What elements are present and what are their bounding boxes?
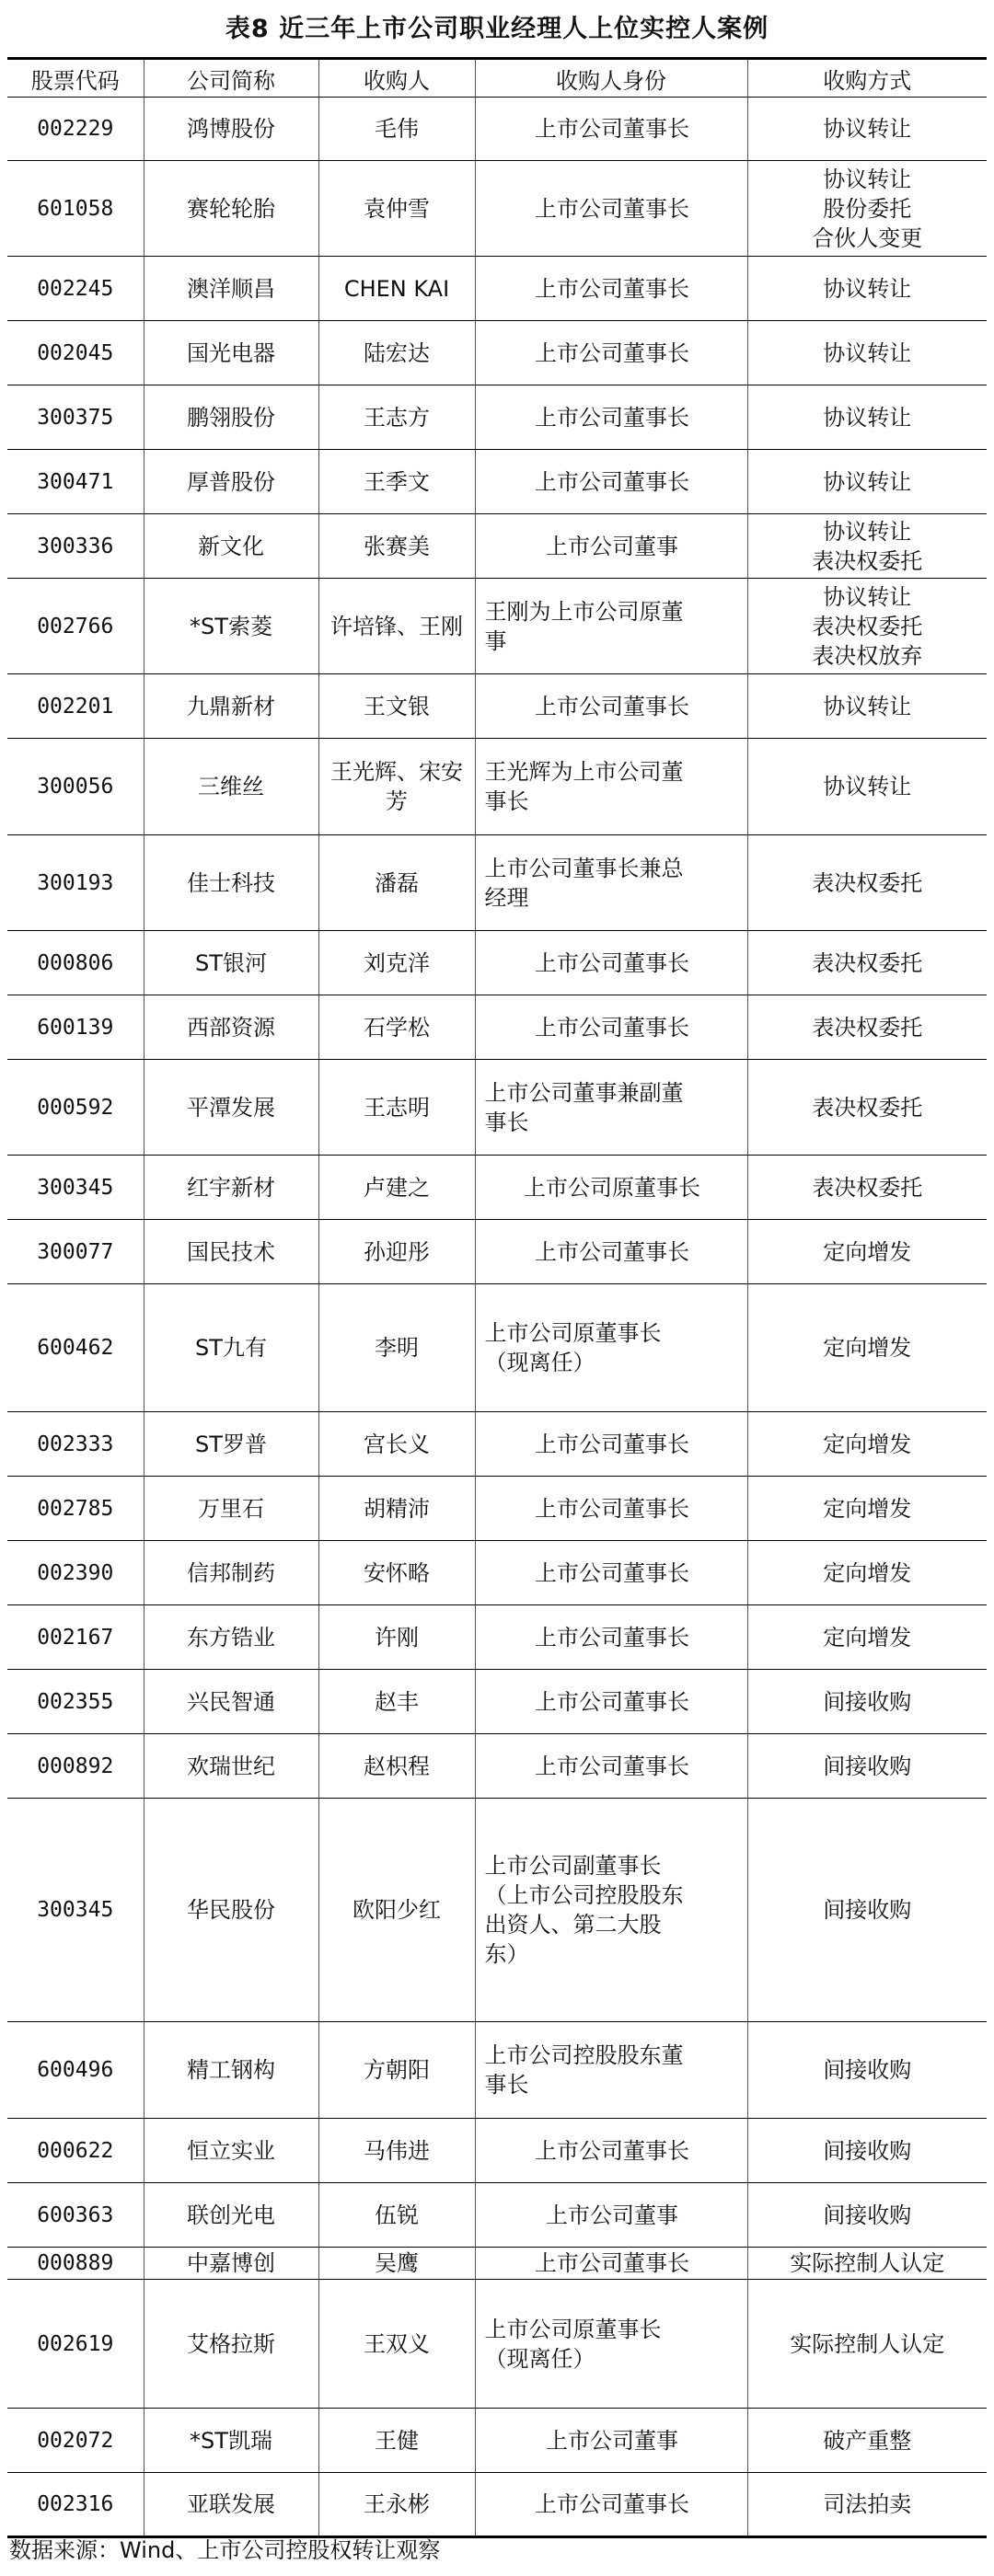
table-row: [7, 2119, 987, 2183]
cell-acquirer-identity-line: 上市公司副董事长: [484, 1853, 662, 1879]
cell-acquirer-identity-line: 上市公司董事兼副董: [484, 1079, 684, 1106]
cell-acquisition-method: [747, 161, 987, 257]
cell-acquisition-method-line: 表决权委托: [812, 869, 923, 896]
cell-acquirer-identity: [475, 1799, 747, 2022]
header-acquirer: 收购人: [318, 59, 475, 98]
table-row: [7, 450, 987, 514]
cell-acquisition-method-line: 协议转让: [823, 275, 912, 302]
cell-acquirer: 毛伟: [318, 98, 475, 161]
cell-acquirer-identity-line: 王光辉为上市公司董: [484, 759, 684, 785]
cell-stock-code: 002072: [7, 2409, 144, 2473]
cell-acquisition-method: [747, 2473, 987, 2537]
cell-acquirer-identity-line: 上市公司董事长: [535, 1495, 689, 1522]
cell-company-name: 华民股份: [144, 1799, 318, 2022]
cell-acquisition-method-line: 司法拍卖: [823, 2491, 912, 2517]
cell-acquirer-identity-line: 上市公司董事长: [535, 116, 689, 142]
table-header-row: [7, 59, 987, 98]
cell-company-name: *ST索菱: [144, 579, 318, 674]
cell-stock-code: 002045: [7, 321, 144, 385]
cell-acquirer: 赵丰: [318, 1670, 475, 1734]
cell-acquisition-method: [747, 1156, 987, 1220]
cell-stock-code: 002167: [7, 1605, 144, 1670]
table-row: [7, 931, 987, 995]
cell-acquirer-identity-line: 上市公司董事长: [535, 2491, 689, 2517]
cell-acquirer-identity: [475, 835, 747, 931]
cell-acquirer: 孙迎彤: [318, 1220, 475, 1284]
cell-acquirer-identity: [475, 385, 747, 450]
cell-acquirer-identity-line: 上市公司董事长: [535, 949, 689, 976]
cell-acquirer-identity: [475, 995, 747, 1060]
cell-acquirer-identity-line: 王刚为上市公司原董: [484, 598, 684, 625]
cell-company-name: 恒立实业: [144, 2119, 318, 2183]
cell-acquirer-identity: [475, 739, 747, 835]
cell-acquirer-identity-line: 上市公司董事长: [535, 2250, 689, 2276]
cell-acquisition-method-line: 间接收购: [823, 2137, 912, 2164]
cell-acquisition-method-line: 协议转让: [823, 468, 912, 495]
cell-company-name: 厚普股份: [144, 450, 318, 514]
cell-acquirer-identity-line: 上市公司董事: [546, 2427, 678, 2454]
table-row: [7, 1734, 987, 1799]
cell-acquirer: 许培锋、王刚: [318, 579, 475, 674]
cell-acquirer: 许刚: [318, 1605, 475, 1670]
cell-acquirer: 潘磊: [318, 835, 475, 931]
cell-acquirer: 宫长义: [318, 1412, 475, 1477]
cell-acquirer: 王永彬: [318, 2473, 475, 2537]
cell-acquisition-method: [747, 1060, 987, 1156]
cell-acquirer-identity: [475, 2248, 747, 2280]
cell-acquirer: 卢建之: [318, 1156, 475, 1220]
cell-stock-code: 002619: [7, 2280, 144, 2409]
cell-stock-code: 002766: [7, 579, 144, 674]
cell-company-name: 欢瑞世纪: [144, 1734, 318, 1799]
cell-acquisition-method-line: 定向增发: [823, 1495, 912, 1522]
cell-acquisition-method-line: 表决权放弃: [812, 642, 923, 669]
table-row: [7, 1156, 987, 1220]
cell-acquirer: 赵枳程: [318, 1734, 475, 1799]
cell-acquirer-identity: [475, 161, 747, 257]
cell-acquirer-identity: [475, 450, 747, 514]
cell-stock-code: 601058: [7, 161, 144, 257]
table-row: [7, 1220, 987, 1284]
cell-acquirer-identity-line: 上市公司董事长: [535, 275, 689, 302]
cell-acquirer-identity: [475, 98, 747, 161]
cell-acquirer-line: 芳: [386, 788, 408, 814]
cell-acquirer: 吴鹰: [318, 2248, 475, 2280]
table-row: [7, 579, 987, 674]
cell-acquirer-identity-line: 上市公司原董事长: [524, 1174, 700, 1201]
table-row: [7, 514, 987, 579]
cell-company-name: ST九有: [144, 1284, 318, 1412]
cell-acquisition-method: [747, 1734, 987, 1799]
cell-acquirer: 方朝阳: [318, 2022, 475, 2119]
table-row: [7, 835, 987, 931]
cell-stock-code: 600363: [7, 2183, 144, 2248]
table-row: [7, 2248, 987, 2280]
cell-acquirer-identity-line: 上市公司董事: [546, 2202, 678, 2228]
cell-acquirer-identity-line: 上市公司董事长: [535, 2137, 689, 2164]
cell-acquisition-method: [747, 450, 987, 514]
cell-acquirer-identity-line: （现离任）: [484, 2345, 595, 2372]
cell-acquisition-method-line: 协议转让: [823, 518, 912, 545]
cell-acquirer-identity: [475, 2473, 747, 2537]
table-row: [7, 1060, 987, 1156]
cell-acquirer-identity: [475, 514, 747, 579]
cell-acquirer-identity: [475, 1734, 747, 1799]
cell-acquirer-identity-line: 上市公司控股股东董: [484, 2042, 684, 2068]
cell-acquisition-method: [747, 1220, 987, 1284]
cell-company-name: 万里石: [144, 1477, 318, 1541]
cell-acquirer-identity: [475, 257, 747, 321]
cell-company-name: 赛轮轮胎: [144, 161, 318, 257]
header-company-name: 公司简称: [144, 59, 318, 98]
table-row: [7, 2183, 987, 2248]
cell-stock-code: 002229: [7, 98, 144, 161]
cell-acquirer: 王志方: [318, 385, 475, 450]
cell-company-name: 信邦制药: [144, 1541, 318, 1605]
data-source-note: 数据来源：Wind、上市公司控股权转让观察: [9, 2537, 441, 2563]
cell-acquisition-method-line: 表决权委托: [812, 613, 923, 639]
cell-acquisition-method-line: 定向增发: [823, 1431, 912, 1457]
cell-acquisition-method: [747, 579, 987, 674]
cell-acquirer-identity: [475, 2022, 747, 2119]
cell-acquirer-identity-line: 事: [484, 627, 507, 654]
cell-stock-code: 600139: [7, 995, 144, 1060]
table-row: [7, 1799, 987, 2022]
cell-acquirer-identity-line: 上市公司董事长: [535, 693, 689, 719]
cell-stock-code: 600462: [7, 1284, 144, 1412]
cell-acquisition-method-line: 协议转让: [823, 339, 912, 366]
cell-acquisition-method: [747, 2248, 987, 2280]
cell-stock-code: 002245: [7, 257, 144, 321]
cell-acquisition-method: [747, 931, 987, 995]
table-row: [7, 321, 987, 385]
cell-acquirer-identity-line: （上市公司控股股东: [484, 1882, 684, 1908]
cell-acquisition-method-line: 协议转让: [823, 404, 912, 431]
cell-acquirer-identity-line: 事长: [484, 2072, 529, 2098]
cell-acquirer: 石学松: [318, 995, 475, 1060]
cell-acquirer-identity-line: 上市公司董事长: [535, 1238, 689, 1265]
cell-acquirer-identity-line: 出资人、第二大股: [484, 1912, 662, 1938]
cell-company-name: 鹏翎股份: [144, 385, 318, 450]
cell-acquisition-method-line: 间接收购: [823, 2202, 912, 2228]
cell-acquisition-method-line: 协议转让: [823, 166, 912, 192]
cell-acquisition-method-line: 间接收购: [823, 1753, 912, 1779]
table-row: [7, 1412, 987, 1477]
cell-acquisition-method: [747, 1541, 987, 1605]
table-row: [7, 1284, 987, 1412]
cell-company-name: 东方锆业: [144, 1605, 318, 1670]
header-acquirer-identity: 收购人身份: [475, 59, 747, 98]
cell-acquisition-method-line: 定向增发: [823, 1335, 912, 1361]
cell-company-name: 平潭发展: [144, 1060, 318, 1156]
table-row: [7, 674, 987, 739]
cell-acquisition-method-line: 实际控制人认定: [790, 2250, 945, 2276]
cell-acquisition-method-line: 协议转让: [823, 583, 912, 610]
cell-acquisition-method: [747, 1412, 987, 1477]
cell-acquirer-identity: [475, 2280, 747, 2409]
cell-company-name: 国民技术: [144, 1220, 318, 1284]
table-row: [7, 2022, 987, 2119]
cell-stock-code: 002355: [7, 1670, 144, 1734]
cell-acquisition-method: [747, 1477, 987, 1541]
cell-acquisition-method: [747, 835, 987, 931]
cell-acquirer-identity: [475, 1284, 747, 1412]
cell-acquisition-method-line: 间接收购: [823, 1897, 912, 1923]
cell-acquirer-identity: [475, 1156, 747, 1220]
table-title: 表8 近三年上市公司职业经理人上位实控人案例: [225, 14, 769, 43]
header-stock-code: 股票代码: [7, 59, 144, 98]
cell-acquirer: 王健: [318, 2409, 475, 2473]
cell-acquirer-identity: [475, 1541, 747, 1605]
cell-stock-code: 000592: [7, 1060, 144, 1156]
table-row: [7, 1541, 987, 1605]
cell-acquisition-method: [747, 995, 987, 1060]
cell-acquirer: 马伟进: [318, 2119, 475, 2183]
cell-company-name: 中嘉博创: [144, 2248, 318, 2280]
cell-acquirer: 陆宏达: [318, 321, 475, 385]
cell-acquirer-identity: [475, 2183, 747, 2248]
cell-company-name: 九鼎新材: [144, 674, 318, 739]
cell-stock-code: 000892: [7, 1734, 144, 1799]
cell-acquirer: 伍锐: [318, 2183, 475, 2248]
cell-company-name: 鸿博股份: [144, 98, 318, 161]
cell-acquirer-identity: [475, 2409, 747, 2473]
cell-company-name: 精工钢构: [144, 2022, 318, 2119]
cell-company-name: 新文化: [144, 514, 318, 579]
cell-acquisition-method-line: 定向增发: [823, 1624, 912, 1650]
cell-acquisition-method: [747, 1605, 987, 1670]
cell-acquisition-method-line: 间接收购: [823, 2057, 912, 2083]
cell-acquirer-identity: [475, 1220, 747, 1284]
cell-acquisition-method: [747, 2280, 987, 2409]
cell-acquisition-method-line: 间接收购: [823, 1688, 912, 1715]
cell-acquirer-identity-line: 上市公司董事长: [535, 339, 689, 366]
cell-acquirer: CHEN KAI: [318, 257, 475, 321]
table-row: [7, 2280, 987, 2409]
cell-acquisition-method: [747, 385, 987, 450]
cell-stock-code: 300193: [7, 835, 144, 931]
cell-acquisition-method-line: 表决权委托: [812, 1174, 923, 1201]
cell-stock-code: 000622: [7, 2119, 144, 2183]
cell-stock-code: 002316: [7, 2473, 144, 2537]
cell-acquirer-identity: [475, 1670, 747, 1734]
cell-acquirer-identity-line: 上市公司董事长兼总: [484, 855, 684, 881]
cell-acquisition-method-line: 协议转让: [823, 693, 912, 719]
cell-stock-code: 300471: [7, 450, 144, 514]
cell-acquirer: 王季文: [318, 450, 475, 514]
table-row: [7, 2473, 987, 2537]
cell-stock-code: 300345: [7, 1799, 144, 2022]
cell-acquisition-method-line: 表决权委托: [812, 1094, 923, 1121]
cell-acquirer-identity-line: 事长: [484, 788, 529, 814]
cell-acquirer-identity: [475, 931, 747, 995]
cell-acquisition-method-line: 股份委托: [823, 195, 912, 222]
cell-acquisition-method-line: 表决权委托: [812, 1014, 923, 1041]
table-body: [7, 98, 987, 2537]
cell-acquisition-method: [747, 1799, 987, 2022]
acquisition-cases-table: [7, 57, 987, 2538]
cell-acquirer-identity-line: 上市公司董事长: [535, 195, 689, 222]
cell-acquirer-identity-line: 东）: [484, 1941, 529, 1967]
cell-acquisition-method: [747, 2119, 987, 2183]
cell-acquisition-method: [747, 2409, 987, 2473]
cell-company-name: 西部资源: [144, 995, 318, 1060]
cell-acquisition-method: [747, 321, 987, 385]
cell-acquisition-method-line: 定向增发: [823, 1559, 912, 1586]
cell-acquirer-identity: [475, 321, 747, 385]
cell-acquisition-method: [747, 2183, 987, 2248]
cell-acquisition-method-line: 协议转让: [823, 116, 912, 142]
table-row: [7, 2409, 987, 2473]
cell-stock-code: 002333: [7, 1412, 144, 1477]
cell-acquisition-method: [747, 2022, 987, 2119]
cell-acquisition-method-line: 定向增发: [823, 1238, 912, 1265]
cell-company-name: 亚联发展: [144, 2473, 318, 2537]
cell-acquirer-identity: [475, 1605, 747, 1670]
cell-acquirer-identity: [475, 2119, 747, 2183]
cell-acquirer: [318, 739, 475, 835]
cell-company-name: 国光电器: [144, 321, 318, 385]
cell-acquirer-identity-line: 上市公司董事长: [535, 1431, 689, 1457]
cell-acquirer-identity-line: 上市公司董事长: [535, 1624, 689, 1650]
cell-acquirer: 王双义: [318, 2280, 475, 2409]
cell-acquisition-method: [747, 674, 987, 739]
cell-company-name: 红宇新材: [144, 1156, 318, 1220]
cell-stock-code: 002390: [7, 1541, 144, 1605]
cell-company-name: 三维丝: [144, 739, 318, 835]
cell-acquirer: 王志明: [318, 1060, 475, 1156]
cell-stock-code: 300345: [7, 1156, 144, 1220]
cell-acquisition-method-line: 表决权委托: [812, 547, 923, 574]
table-row: [7, 98, 987, 161]
cell-acquirer-identity-line: 上市公司董事长: [535, 1014, 689, 1041]
cell-acquirer-identity-line: 上市公司董事长: [535, 1559, 689, 1586]
cell-company-name: 佳士科技: [144, 835, 318, 931]
cell-acquirer-identity-line: 上市公司原董事长: [484, 2316, 662, 2342]
table-row: [7, 257, 987, 321]
cell-acquirer-identity: [475, 579, 747, 674]
cell-company-name: 联创光电: [144, 2183, 318, 2248]
cell-acquirer: 刘克洋: [318, 931, 475, 995]
table-row: [7, 161, 987, 257]
table-row: [7, 1605, 987, 1670]
table-row: [7, 1477, 987, 1541]
cell-acquisition-method: [747, 257, 987, 321]
cell-acquisition-method-line: 表决权委托: [812, 949, 923, 976]
header-acquisition-method: 收购方式: [747, 59, 987, 98]
table-row: [7, 1670, 987, 1734]
cell-acquisition-method-line: 破产重整: [823, 2427, 912, 2454]
table-row: [7, 385, 987, 450]
cell-acquirer-identity-line: 上市公司董事: [546, 533, 678, 559]
cell-acquisition-method-line: 实际控制人认定: [790, 2330, 945, 2357]
cell-company-name: *ST凯瑞: [144, 2409, 318, 2473]
cell-stock-code: 300077: [7, 1220, 144, 1284]
cell-company-name: 澳洋顺昌: [144, 257, 318, 321]
table-row: [7, 995, 987, 1060]
cell-acquisition-method-line: 协议转让: [823, 774, 912, 799]
cell-company-name: ST银河: [144, 931, 318, 995]
cell-acquirer: 张赛美: [318, 514, 475, 579]
cell-acquirer-identity: [475, 1477, 747, 1541]
cell-acquirer-identity: [475, 1060, 747, 1156]
cell-acquirer-identity-line: 上市公司董事长: [535, 468, 689, 495]
cell-acquirer: 王文银: [318, 674, 475, 739]
cell-stock-code: 000889: [7, 2248, 144, 2280]
cell-acquisition-method: [747, 1284, 987, 1412]
cell-stock-code: 000806: [7, 931, 144, 995]
cell-company-name: ST罗普: [144, 1412, 318, 1477]
cell-acquirer-identity-line: 上市公司董事长: [535, 1688, 689, 1715]
cell-acquirer: 胡精沛: [318, 1477, 475, 1541]
cell-acquirer-identity-line: 经理: [484, 884, 529, 911]
cell-stock-code: 600496: [7, 2022, 144, 2119]
cell-company-name: 兴民智通: [144, 1670, 318, 1734]
cell-stock-code: 300336: [7, 514, 144, 579]
cell-stock-code: 300375: [7, 385, 144, 450]
cell-acquirer-identity: [475, 1412, 747, 1477]
cell-stock-code: 300056: [7, 739, 144, 835]
table-row: [7, 739, 987, 835]
cell-acquisition-method: [747, 514, 987, 579]
cell-acquirer: 欧阳少红: [318, 1799, 475, 2022]
cell-stock-code: 002785: [7, 1477, 144, 1541]
cell-acquisition-method: [747, 98, 987, 161]
cell-acquisition-method-line: 合伙人变更: [812, 224, 923, 251]
cell-acquirer-identity-line: 上市公司董事长: [535, 1753, 689, 1779]
cell-stock-code: 002201: [7, 674, 144, 739]
cell-acquirer-identity-line: 上市公司原董事长: [484, 1320, 662, 1346]
cell-acquisition-method: [747, 739, 987, 835]
cell-acquirer: 李明: [318, 1284, 475, 1412]
cell-acquirer: 袁仲雪: [318, 161, 475, 257]
cell-acquirer: 安怀略: [318, 1541, 475, 1605]
cell-company-name: 艾格拉斯: [144, 2280, 318, 2409]
cell-acquirer-identity-line: （现离任）: [484, 1350, 595, 1375]
cell-acquirer-line: 王光辉、宋安: [330, 759, 463, 785]
cell-acquisition-method: [747, 1670, 987, 1734]
cell-acquirer-identity-line: 事长: [484, 1109, 529, 1135]
cell-acquirer-identity: [475, 674, 747, 739]
cell-acquirer-identity-line: 上市公司董事长: [535, 404, 689, 431]
